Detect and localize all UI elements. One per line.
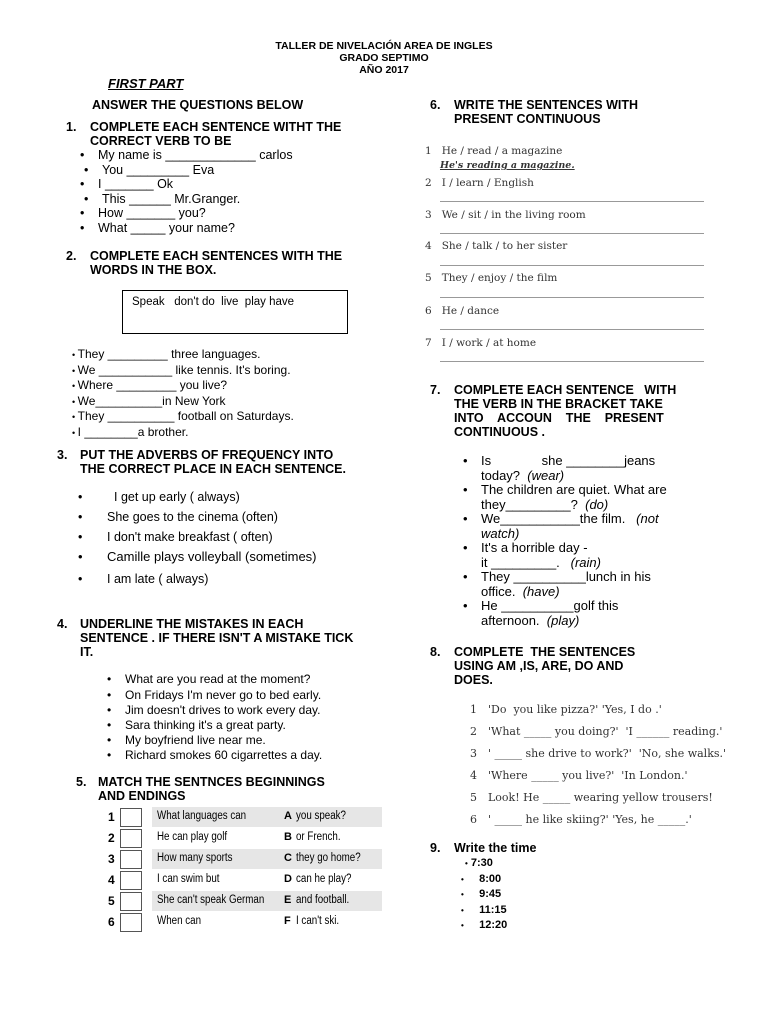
match-number: 2: [108, 831, 115, 845]
list-item: • They _________ three languages.: [72, 347, 261, 361]
s3-number: 3.: [57, 448, 68, 462]
list-item: • 12:20: [461, 919, 508, 931]
list-item: • 8:00: [461, 872, 502, 885]
s5-title-2: AND ENDINGS: [98, 789, 186, 803]
match-answer-box[interactable]: [120, 871, 142, 890]
answer-line[interactable]: [440, 329, 704, 330]
s6-example: He's reading a magazine.: [440, 160, 575, 171]
list-item: • Jim doesn't drives to work every day.: [125, 703, 322, 718]
list-item: • They __________lunch in his office. (have): [481, 570, 667, 599]
list-item: • I am late ( always): [96, 572, 317, 592]
s4-title-2: SENTENCE . IF THERE ISN'T A MISTAKE TICK: [80, 631, 354, 645]
list-item: • This ______ Mr.Granger.: [102, 192, 297, 207]
s7-list: [481, 454, 667, 628]
s4-title-1: UNDERLINE THE MISTAKES IN EACH: [80, 617, 304, 631]
list-item: • She goes to the cinema (often): [96, 510, 317, 530]
answer-line[interactable]: [440, 201, 704, 202]
s4-title-3: IT.: [80, 645, 94, 659]
list-item: • What _____ your name?: [98, 221, 293, 236]
match-ending: F I can't ski.: [284, 915, 340, 927]
list-item: • They __________ football on Saturdays.: [72, 409, 294, 423]
s8-number: 8.: [430, 645, 441, 659]
answer-line[interactable]: [440, 265, 704, 266]
list-item: • It's a horrible day - it _________. (rain): [481, 541, 667, 570]
header-line-1: TALLER DE NIVELACIÓN AREA DE INGLES: [275, 40, 493, 52]
s6-title-2: PRESENT CONTINUOUS: [454, 112, 601, 126]
s6-item-2: 2 I / learn / English: [425, 177, 534, 189]
answer-line[interactable]: [440, 233, 704, 234]
match-answer-box[interactable]: [120, 892, 142, 911]
s3-title-1: PUT THE ADVERBS OF FREQUENCY INTO: [80, 448, 334, 462]
s4-number: 4.: [57, 617, 68, 631]
s7-title-3: INTO ACCOUN THE PRESENT: [454, 411, 664, 425]
header-line-2: GRADO SEPTIMO: [339, 52, 429, 64]
s6-title-1: WRITE THE SENTENCES WITH: [454, 98, 639, 112]
word-box: [122, 290, 348, 334]
match-answer-box[interactable]: [120, 808, 142, 827]
list-item: • We___________the film. (not watch): [481, 512, 667, 541]
list-item: • We__________in New York: [72, 393, 226, 408]
list-item: • 7:30: [465, 857, 493, 869]
list-item: • I don't make breakfast ( often): [96, 530, 317, 550]
list-item: • My boyfriend live near me.: [125, 733, 322, 748]
match-number: 4: [108, 873, 115, 887]
match-answer-box[interactable]: [120, 913, 142, 932]
s5-title-1: MATCH THE SENTNCES BEGINNINGS: [98, 775, 325, 789]
list-item: • I _______ Ok: [98, 177, 293, 192]
s3-title-2: THE CORRECT PLACE IN EACH SENTENCE.: [80, 462, 346, 476]
s9-title: Write the time: [454, 841, 537, 855]
s9-number: 9.: [430, 841, 441, 855]
match-beginning: I can swim but: [152, 870, 382, 890]
s6-item-6: 6 He / dance: [425, 305, 500, 317]
match-answer-box[interactable]: [120, 829, 142, 848]
list-item: • What are you read at the moment?: [125, 672, 322, 688]
list-item: • My name is _____________ carlos: [98, 148, 293, 163]
s5-number: 5.: [76, 775, 87, 789]
answer-line[interactable]: [440, 361, 704, 362]
list-item: • The children are quiet. What are they_________? (do): [481, 483, 667, 512]
s6-item-4: 4 She / talk / to her sister: [425, 240, 568, 252]
s7-title-4: CONTINUOUS .: [454, 425, 545, 439]
s2-title-2: WORDS IN THE BOX.: [90, 263, 217, 277]
s2-title-1: COMPLETE EACH SENTENCES WITH THE: [90, 249, 343, 263]
s1-number: 1.: [66, 120, 77, 134]
list-item: • 11:15: [461, 903, 507, 916]
s8-title-2: USING AM ,IS, ARE, DO AND: [454, 659, 624, 673]
list-item: • Is she ________jeans today? (wear): [481, 454, 667, 483]
s8-title-1: COMPLETE THE SENTENCES: [454, 645, 636, 659]
list-item: • 9:45: [461, 888, 502, 900]
match-ending: D can he play?: [284, 873, 352, 885]
list-item: • I ________a brother.: [72, 424, 189, 439]
match-ending: E and football.: [284, 894, 350, 906]
match-number: 1: [108, 810, 115, 824]
s4-list: [125, 672, 322, 763]
s6-number: 6.: [430, 98, 441, 112]
s2-number: 2.: [66, 249, 77, 263]
s6-item-7: 7 I / work / at home: [425, 337, 537, 349]
s6-item-1: 1 He / read / a magazine: [425, 145, 563, 157]
list-item: • He __________golf this afternoon. (play): [481, 599, 667, 628]
match-answer-box[interactable]: [120, 850, 142, 869]
first-part-title: FIRST PART: [108, 76, 184, 91]
list-item: • Richard smokes 60 cigarrettes a day.: [125, 748, 322, 763]
s9-list: [461, 856, 511, 934]
list-item: • On Fridays I'm never go to bed early.: [125, 688, 322, 703]
list-item: • How _______ you?: [98, 206, 293, 221]
s6-item-5: 5 They / enjoy / the film: [425, 272, 558, 284]
match-number: 3: [108, 852, 115, 866]
match-beginning: How many sports: [152, 849, 382, 869]
answer-line[interactable]: [440, 297, 704, 298]
s1-title-2: CORRECT VERB TO BE: [90, 134, 232, 148]
answer-heading: ANSWER THE QUESTIONS BELOW: [92, 98, 304, 112]
list-item: • Where _________ you live?: [72, 378, 228, 392]
match-beginning: When can: [152, 912, 382, 932]
s3-list: [96, 490, 317, 592]
s7-number: 7.: [430, 383, 441, 397]
list-item: • We ___________ like tennis. It's boring.: [72, 362, 291, 377]
header-line-3: AÑO 2017: [359, 64, 409, 76]
list-item: • Camille plays volleyball (sometimes): [96, 550, 317, 572]
s8-title-3: DOES.: [454, 673, 493, 687]
s1-title-1: COMPLETE EACH SENTENCE WITHT THE: [90, 120, 342, 134]
word-box-text: Speak don't do live play have: [132, 296, 295, 308]
s7-title-2: THE VERB IN THE BRACKET TAKE: [454, 397, 663, 411]
s6-item-3: 3 We / sit / in the living room: [425, 209, 586, 221]
match-ending: B or French.: [284, 831, 341, 843]
s2-list: [72, 347, 294, 440]
match-ending: A you speak?: [284, 810, 347, 822]
match-beginning: He can play golf: [152, 828, 382, 848]
match-ending: C they go home?: [284, 852, 361, 864]
list-item: • Sara thinking it's a great party.: [125, 718, 322, 733]
match-beginning: She can't speak German: [152, 891, 382, 911]
s1-list: [98, 148, 293, 235]
match-beginning: What languages can: [152, 807, 382, 827]
list-item: • You _________ Eva: [102, 163, 297, 178]
match-number: 6: [108, 915, 115, 929]
list-item: • I get up early ( always): [96, 490, 317, 510]
match-number: 5: [108, 894, 115, 908]
s7-title-1: COMPLETE EACH SENTENCE WITH: [454, 383, 677, 397]
